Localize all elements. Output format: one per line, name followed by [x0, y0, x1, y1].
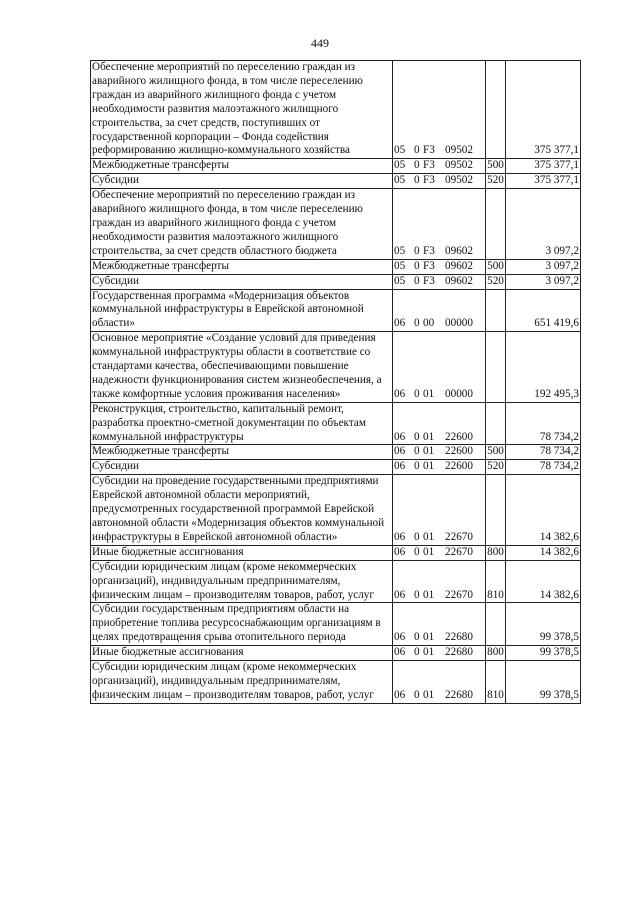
row-expense-type: 520	[486, 460, 506, 475]
code-part-c1: 06	[394, 387, 406, 400]
row-name: Субсидии юридическим лицам (кроме некоммерческих организаций), индивидуальным предпринимателям, физическим лицам – производителям товаров, работ, услуг	[91, 560, 393, 603]
table-row	[91, 603, 581, 646]
row-target-code	[393, 661, 486, 704]
code-part-c4: 22680	[445, 688, 473, 701]
row-sum: 99 378,5	[506, 603, 581, 646]
row-sum: 14 382,6	[506, 545, 581, 560]
row-sum: 99 378,5	[506, 646, 581, 661]
code-part-c3: 01	[423, 545, 435, 558]
code-part-c1: 06	[394, 688, 406, 701]
table-row	[91, 159, 581, 174]
code-part-c1: 06	[394, 646, 406, 659]
code-part-c3: F3	[423, 259, 435, 272]
row-sum: 3 097,2	[506, 189, 581, 260]
row-name: Межбюджетные трансферты	[91, 259, 393, 274]
code-part-c4: 00000	[445, 387, 473, 400]
table-row	[91, 332, 581, 403]
code-part-c1: 06	[394, 460, 406, 473]
table-row	[91, 189, 581, 260]
row-name: Субсидии	[91, 174, 393, 189]
code-part-c4: 09502	[445, 174, 473, 187]
table-row	[91, 475, 581, 546]
row-target-code	[393, 189, 486, 260]
row-sum: 99 378,5	[506, 661, 581, 704]
code-part-c3: 01	[423, 460, 435, 473]
row-expense-type: 500	[486, 259, 506, 274]
row-expense-type: 800	[486, 545, 506, 560]
table-row	[91, 646, 581, 661]
row-expense-type: 520	[486, 174, 506, 189]
code-part-c1: 05	[394, 274, 406, 287]
code-part-c1: 06	[394, 545, 406, 558]
code-part-c3: 01	[423, 530, 435, 543]
row-name: Основное мероприятие «Создание условий для приведения коммунальной инфраструктуры области в соответствие со стандартами качества, обеспечивающими повышение надежности функционирования систем жизнеобеспечения, а также комфортные условия проживания населения»	[91, 332, 393, 403]
code-part-c3: F3	[423, 244, 435, 257]
code-part-c4: 22680	[445, 631, 473, 644]
code-part-c4: 22670	[445, 588, 473, 601]
row-expense-type: 810	[486, 560, 506, 603]
code-part-c2: 0	[414, 631, 420, 644]
code-part-c2: 0	[414, 159, 420, 172]
code-part-c3: 01	[423, 646, 435, 659]
code-part-c2: 0	[414, 244, 420, 257]
row-expense-type	[486, 603, 506, 646]
row-sum: 375 377,1	[506, 159, 581, 174]
row-target-code	[393, 289, 486, 332]
row-sum: 78 734,2	[506, 445, 581, 460]
row-expense-type: 500	[486, 445, 506, 460]
row-expense-type: 520	[486, 274, 506, 289]
table-row	[91, 402, 581, 445]
row-sum: 3 097,2	[506, 274, 581, 289]
code-part-c2: 0	[414, 588, 420, 601]
row-name: Реконструкция, строительство, капитальный ремонт, разработка проектно-сметной документации по объектам коммунальной инфраструктуры	[91, 402, 393, 445]
row-sum: 78 734,2	[506, 402, 581, 445]
code-part-c3: 01	[423, 688, 435, 701]
code-part-c3: 01	[423, 588, 435, 601]
code-part-c1: 05	[394, 244, 406, 257]
code-part-c2: 0	[414, 646, 420, 659]
code-part-c1: 05	[394, 174, 406, 187]
row-target-code	[393, 159, 486, 174]
code-part-c4: 22670	[445, 545, 473, 558]
table-row	[91, 445, 581, 460]
row-expense-type: 800	[486, 646, 506, 661]
row-target-code	[393, 545, 486, 560]
row-target-code	[393, 460, 486, 475]
row-name: Субсидии юридическим лицам (кроме некоммерческих организаций), индивидуальным предпринимателям, физическим лицам – производителям товаров, работ, услуг	[91, 661, 393, 704]
code-part-c2: 0	[414, 144, 420, 157]
code-part-c2: 0	[414, 387, 420, 400]
row-target-code	[393, 445, 486, 460]
row-target-code	[393, 274, 486, 289]
row-sum: 14 382,6	[506, 475, 581, 546]
code-part-c2: 0	[414, 545, 420, 558]
row-sum: 192 495,3	[506, 332, 581, 403]
budget-table-body	[91, 61, 581, 704]
code-part-c3: F3	[423, 144, 435, 157]
row-name: Субсидии государственным предприятиям области на приобретение топлива ресурсоснабжающим организациям в целях предотвращения срыва отопительного периода	[91, 603, 393, 646]
page-number: 449	[311, 36, 329, 50]
row-sum: 375 377,1	[506, 61, 581, 159]
code-part-c1: 06	[394, 430, 406, 443]
code-part-c3: F3	[423, 159, 435, 172]
row-name: Иные бюджетные ассигнования	[91, 545, 393, 560]
code-part-c1: 06	[394, 588, 406, 601]
code-part-c1: 05	[394, 144, 406, 157]
row-target-code	[393, 61, 486, 159]
table-row	[91, 545, 581, 560]
row-name: Межбюджетные трансферты	[91, 445, 393, 460]
code-part-c1: 05	[394, 159, 406, 172]
row-target-code	[393, 174, 486, 189]
row-expense-type	[486, 402, 506, 445]
code-part-c4: 22600	[445, 445, 473, 458]
row-expense-type	[486, 189, 506, 260]
row-expense-type	[486, 289, 506, 332]
code-part-c4: 09502	[445, 144, 473, 157]
code-part-c2: 0	[414, 430, 420, 443]
row-name: Субсидии	[91, 274, 393, 289]
code-part-c4: 22600	[445, 460, 473, 473]
code-part-c4: 09602	[445, 244, 473, 257]
code-part-c1: 06	[394, 317, 406, 330]
budget-table	[90, 60, 581, 704]
row-target-code	[393, 646, 486, 661]
row-name: Межбюджетные трансферты	[91, 159, 393, 174]
row-expense-type	[486, 475, 506, 546]
table-row	[91, 174, 581, 189]
row-expense-type: 810	[486, 661, 506, 704]
code-part-c3: F3	[423, 174, 435, 187]
row-sum: 651 419,6	[506, 289, 581, 332]
code-part-c1: 05	[394, 259, 406, 272]
row-expense-type	[486, 332, 506, 403]
row-target-code	[393, 560, 486, 603]
row-name: Иные бюджетные ассигнования	[91, 646, 393, 661]
code-part-c2: 0	[414, 259, 420, 272]
row-sum: 3 097,2	[506, 259, 581, 274]
row-name: Субсидии на проведение государственными предприятиями Еврейской автономной области мероприятий, предусмотренных государственной программой Еврейской автономной области «Модернизация объектов коммунальной инфраструктуры в Еврейской автономной области»	[91, 475, 393, 546]
code-part-c4: 09602	[445, 259, 473, 272]
code-part-c4: 22600	[445, 430, 473, 443]
row-sum: 375 377,1	[506, 174, 581, 189]
table-row	[91, 61, 581, 159]
code-part-c2: 0	[414, 445, 420, 458]
row-target-code	[393, 402, 486, 445]
row-target-code	[393, 259, 486, 274]
code-part-c4: 00000	[445, 317, 473, 330]
code-part-c3: 01	[423, 387, 435, 400]
code-part-c4: 22670	[445, 530, 473, 543]
table-row	[91, 661, 581, 704]
row-target-code	[393, 603, 486, 646]
row-name: Государственная программа «Модернизация объектов коммунальной инфраструктуры в Еврейской автономной области»	[91, 289, 393, 332]
row-name: Обеспечение мероприятий по переселению граждан из аварийного жилищного фонда, в том числе переселению граждан из аварийного жилищного фонда с учетом необходимости развития малоэтажного жилищного строительства, за счет средств, поступивших от государственной корпорации – Фонда содействия реформированию жилищно-коммунального хозяйства	[91, 61, 393, 159]
code-part-c1: 06	[394, 530, 406, 543]
code-part-c3: 01	[423, 445, 435, 458]
row-target-code	[393, 475, 486, 546]
code-part-c3: F3	[423, 274, 435, 287]
table-row	[91, 289, 581, 332]
code-part-c1: 06	[394, 445, 406, 458]
code-part-c3: 01	[423, 631, 435, 644]
row-sum: 78 734,2	[506, 460, 581, 475]
table-row	[91, 274, 581, 289]
code-part-c4: 22680	[445, 646, 473, 659]
table-row	[91, 259, 581, 274]
row-target-code	[393, 332, 486, 403]
code-part-c1: 06	[394, 631, 406, 644]
row-name: Обеспечение мероприятий по переселению граждан из аварийного жилищного фонда, в том числе переселению граждан из аварийного жилищного фонда с учетом необходимости развития малоэтажного жилищного строительства, за счет средств областного бюджета	[91, 189, 393, 260]
row-expense-type: 500	[486, 159, 506, 174]
row-sum: 14 382,6	[506, 560, 581, 603]
table-row	[91, 460, 581, 475]
row-name: Субсидии	[91, 460, 393, 475]
code-part-c4: 09502	[445, 159, 473, 172]
code-part-c2: 0	[414, 174, 420, 187]
code-part-c2: 0	[414, 460, 420, 473]
code-part-c2: 0	[414, 317, 420, 330]
table-row	[91, 560, 581, 603]
code-part-c2: 0	[414, 530, 420, 543]
code-part-c3: 00	[423, 317, 435, 330]
code-part-c2: 0	[414, 688, 420, 701]
row-expense-type	[486, 61, 506, 159]
code-part-c2: 0	[414, 274, 420, 287]
code-part-c3: 01	[423, 430, 435, 443]
code-part-c4: 09602	[445, 274, 473, 287]
